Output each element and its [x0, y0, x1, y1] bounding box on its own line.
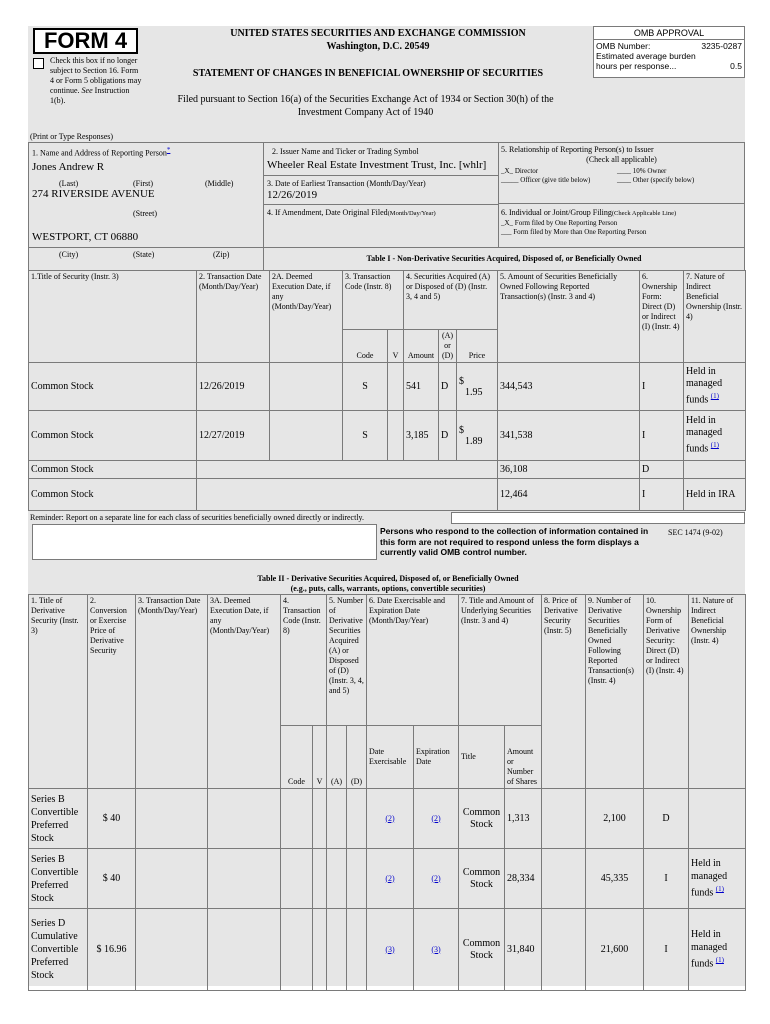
t2-sub-a: (A): [327, 726, 347, 789]
reporting-person-name: Jones Andrew R: [32, 160, 105, 173]
t2-header-underlying: 7. Title and Amount of Underlying Securities (Instr. 3 and 4): [459, 595, 542, 726]
t2-header-form: 10. Ownership Form of Derivative Security: Direct (D) or Indirect (I) (Instr. 4): [644, 595, 689, 789]
t1-r1-price-symbol: $: [459, 424, 464, 436]
box4-label: 4. If Amendment, Date Original Filed: [267, 208, 388, 217]
t1-r1-deemed: [270, 411, 343, 461]
t2-r0-date: [136, 789, 208, 849]
state-label: (State): [133, 250, 155, 259]
form-title: FORM 4: [43, 28, 128, 53]
t1-r0-deemed: [270, 363, 343, 411]
t1-r1-date: 12/27/2019: [197, 411, 270, 461]
t1-r0-code: S: [343, 363, 388, 411]
t2-r1-d: [347, 849, 367, 909]
table-row: [29, 411, 746, 461]
t2-r1-footnote-link[interactable]: (1): [715, 885, 724, 894]
reporting-city-state-zip: WESTPORT, CT 06880: [32, 231, 139, 243]
first-label: (First): [133, 179, 153, 188]
table-row: [29, 909, 746, 991]
t2-r0-deemed: [208, 789, 281, 849]
box1-label: 1. Name and Address of Reporting Person: [32, 148, 167, 158]
statement-title: STATEMENT OF CHANGES IN BENEFICIAL OWNERSHIP OF SECURITIES: [192, 68, 544, 79]
t1-r2-owned: 36,108: [498, 461, 640, 479]
table-row: [29, 363, 746, 411]
reminder-input-box: [451, 512, 745, 524]
t1-r0-price-symbol: $: [459, 375, 464, 387]
t2-r1-derivative-price: [542, 849, 586, 909]
t2-header-date: 3. Transaction Date (Month/Day/Year): [136, 595, 208, 789]
t2-r2-v: [313, 909, 327, 991]
omb-burden-label-1: Estimated average burden: [596, 51, 696, 61]
t1-r1-code: S: [343, 411, 388, 461]
t2-r1-exercisable-link[interactable]: (2): [385, 873, 395, 883]
t1-r1-price: 1.89: [465, 435, 483, 447]
t1-r2-nature: [684, 461, 746, 479]
t1-r0-title: Common Stock: [29, 363, 197, 411]
t1-r1-footnote-link[interactable]: (1): [710, 441, 719, 450]
middle-label: (Middle): [205, 179, 234, 188]
reminder-blank-box: [32, 524, 377, 560]
checkbox-instruction-ref: Instruction 1(b).: [50, 86, 130, 105]
t2-sub-code: Code: [281, 726, 313, 789]
t1-header-code: 3. Transaction Code (Instr. 8): [343, 271, 404, 330]
t1-sub-price: Price: [457, 330, 498, 363]
earliest-date-box: [263, 175, 499, 205]
t2-r0-derivative-price: [542, 789, 586, 849]
street-label: (Street): [133, 209, 157, 218]
omb-burden-label-2: hours per response...: [596, 61, 677, 71]
t1-header-date: 2. Transaction Date (Month/Day/Year): [197, 271, 270, 363]
table-row: [29, 849, 746, 909]
table1: [28, 270, 746, 511]
amendment-box: [263, 204, 499, 248]
t1-r1-amount: 3,185: [404, 411, 439, 461]
earliest-transaction-date: 12/26/2019: [267, 189, 318, 201]
officer-mark[interactable]: _____: [501, 176, 519, 184]
t2-sub-d: (D): [347, 726, 367, 789]
t1-r0-amount: 541: [404, 363, 439, 411]
print-note: (Print or Type Responses): [30, 132, 114, 141]
director-mark[interactable]: _X_: [501, 167, 514, 175]
filed-pursuant-line-1: Filed pursuant to Section 16(a) of the Securities Exchange Act of 1934 or Section 30(h) of the: [177, 94, 554, 105]
checkbox-text: Check this box if no longer subject to Section 16. Form 4 or Form 5 obligations may continue.: [50, 56, 142, 95]
last-label: (Last): [59, 179, 79, 188]
sec-form-code: SEC 1474 (9-02): [668, 528, 723, 537]
t2-r1-v: [313, 849, 327, 909]
t1-r1-aord: D: [439, 411, 457, 461]
reporting-person-box: [28, 142, 264, 248]
t2-header-owned: 9. Number of Derivative Securities Beneficially Owned Following Reported Transaction(s) (Instr. 4): [586, 595, 644, 789]
t2-sub-expiration: Expiration Date: [414, 726, 459, 789]
omb-hours: 0.5: [730, 61, 742, 71]
t1-r1-title: Common Stock: [29, 411, 197, 461]
t2-r2-price: $ 16.96: [88, 909, 136, 991]
table2: [28, 594, 746, 991]
table2-title: Table II - Derivative Securities Acquired, Disposed of, or Beneficially Owned: [257, 574, 519, 583]
t2-header-deemed: 3A. Deemed Execution Date, if any (Month/Day/Year): [208, 595, 281, 789]
t2-r2-code: [281, 909, 313, 991]
city-label: (City): [59, 250, 79, 259]
t2-r2-footnote-link[interactable]: (1): [715, 956, 724, 965]
t2-r1-nature: Held in managed funds: [691, 858, 728, 899]
t1-r0-price: 1.95: [465, 386, 483, 398]
omb-control-notice: Persons who respond to the collection of information contained in this form are not required to respond unless the form displays a currently valid OMB control number.: [380, 526, 649, 557]
t1-r2-title: Common Stock: [29, 461, 197, 479]
t2-header-exercisable: 6. Date Exercisable and Expiration Date (Month/Day/Year): [367, 595, 459, 726]
t2-r1-amount: 28,334: [505, 849, 542, 909]
t2-r0-code: [281, 789, 313, 849]
director-label: Director: [514, 167, 539, 175]
t1-r3-owned: 12,464: [498, 479, 640, 511]
t2-sub-v: V: [313, 726, 327, 789]
t2-r0-nature: [689, 789, 746, 849]
table-row: [29, 789, 746, 849]
t2-r0-owned: 2,100: [586, 789, 644, 849]
t2-r0-v: [313, 789, 327, 849]
t1-sub-v: V: [388, 330, 404, 363]
t1-r3-title: Common Stock: [29, 479, 197, 511]
t2-sub-title: Title: [459, 726, 505, 789]
t1-r1-form: I: [640, 411, 684, 461]
t1-sub-amount: Amount: [404, 330, 439, 363]
box5-sub: (Check all applicable): [586, 155, 657, 164]
t2-r2-deemed: [208, 909, 281, 991]
checkbox-see: See: [81, 86, 93, 95]
officer-label: Officer (give title below): [520, 176, 591, 184]
t2-header-code: 4. Transaction Code (Instr. 8): [281, 595, 327, 726]
t2-r1-price: $ 40: [88, 849, 136, 909]
omb-number-label: OMB Number:: [596, 41, 651, 51]
t2-r1-form: I: [644, 849, 689, 909]
t2-r2-title: Series D Cumulative Convertible Preferred Stock: [29, 909, 88, 991]
agency-city: Washington, D.C. 20549: [326, 41, 430, 52]
t2-r2-amount: 31,840: [505, 909, 542, 991]
t1-r3-blank: [197, 479, 498, 511]
filing-option-more[interactable]: ___ Form filed by More than One Reporting Person: [501, 228, 647, 236]
t2-r2-derivative-price: [542, 909, 586, 991]
t1-r3-form: I: [640, 479, 684, 511]
t2-r0-price: $ 40: [88, 789, 136, 849]
table-row: [29, 479, 746, 511]
t2-r1-underlying: Common Stock: [459, 849, 505, 909]
no-longer-subject-checkbox[interactable]: [33, 58, 44, 69]
t2-r0-expiration-link[interactable]: (2): [431, 813, 441, 823]
t1-header-title: 1.Title of Security (Instr. 3): [29, 271, 197, 363]
table1-title: Table I - Non-Derivative Securities Acquired, Disposed of, or Beneficially Owned: [366, 254, 642, 263]
agency-name: UNITED STATES SECURITIES AND EXCHANGE COMMISSION: [230, 28, 526, 39]
t1-r0-date: 12/26/2019: [197, 363, 270, 411]
form-page: [28, 26, 745, 986]
box6-label: 6. Individual or Joint/Group Filing: [501, 208, 612, 217]
box3-label: 3. Date of Earliest Transaction (Month/Day/Year): [267, 179, 426, 188]
t2-r0-amount: 1,313: [505, 789, 542, 849]
omb-number: 3235-0287: [701, 41, 742, 51]
city-state-zip-label-row: [28, 247, 264, 271]
t2-r2-underlying: Common Stock: [459, 909, 505, 991]
t1-r2-blank: [197, 461, 498, 479]
filing-option-one[interactable]: _X_ Form filed by One Reporting Person: [501, 219, 618, 227]
relationship-box: [498, 142, 745, 204]
box2-label: 2. Issuer Name and Ticker or Trading Symbol: [272, 147, 419, 156]
t1-sub-aord: (A) or (D): [439, 330, 457, 363]
checkbox-instructions: [50, 56, 142, 106]
issuer-name: Wheeler Real Estate Investment Trust, Inc. [whlr]: [267, 159, 487, 171]
t2-sub-exercisable: Date Exercisable: [367, 726, 414, 789]
t2-r1-date: [136, 849, 208, 909]
t1-r2-form: D: [640, 461, 684, 479]
t2-r0-title: Series B Convertible Preferred Stock: [29, 789, 88, 849]
t1-r3-nature: Held in IRA: [684, 479, 746, 511]
reminder-text: Reminder: Report on a separate line for each class of securities beneficially owned directly or indirectly.: [30, 513, 365, 522]
t1-header-nature: 7. Nature of Indirect Beneficial Ownership (Instr. 4): [684, 271, 746, 363]
t2-r1-a: [327, 849, 347, 909]
t2-r0-form: D: [644, 789, 689, 849]
filed-pursuant-line-2: Investment Company Act of 1940: [297, 107, 434, 118]
omb-approval-box: [593, 26, 745, 78]
t2-r1-deemed: [208, 849, 281, 909]
t1-r1-v: [388, 411, 404, 461]
issuer-box: [263, 142, 499, 176]
t1-r0-form: I: [640, 363, 684, 411]
t2-header-number: 5. Number of Derivative Securities Acquired (A) or Disposed of (D) (Instr. 3, 4, and 5): [327, 595, 367, 726]
t2-r2-date: [136, 909, 208, 991]
t1-r1-nature: Held in managed funds: [686, 415, 723, 455]
t2-r2-a: [327, 909, 347, 991]
form-title-box: [33, 28, 138, 54]
other-mark[interactable]: ____: [617, 176, 631, 184]
t1-header-deemed: 2A. Deemed Execution Date, if any (Month/Day/Year): [270, 271, 343, 363]
t1-header-form: 6. Ownership Form: Direct (D) or Indirect (I) (Instr. 4): [640, 271, 684, 363]
box1-footnote-mark[interactable]: *: [166, 146, 171, 154]
reporting-street: 274 RIVERSIDE AVENUE: [32, 188, 155, 200]
t2-r2-form: I: [644, 909, 689, 991]
t2-header-price: 8. Price of Derivative Security (Instr. 5): [542, 595, 586, 789]
t2-r1-code: [281, 849, 313, 909]
t1-r0-footnote-link[interactable]: (1): [710, 392, 719, 401]
table1-title-box: [263, 247, 745, 271]
other-label: Other (specify below): [632, 176, 695, 184]
t1-r0-aord: D: [439, 363, 457, 411]
omb-approval-title: OMB APPROVAL: [594, 27, 744, 40]
zip-label: (Zip): [213, 250, 230, 259]
t2-r2-nature: Held in managed funds: [691, 929, 728, 970]
t2-header-title: 1. Title of Derivative Security (Instr. 3): [29, 595, 88, 789]
filing-type-box: [498, 203, 745, 248]
owner-mark[interactable]: ____: [617, 167, 631, 175]
t1-r0-nature: Held in managed funds: [686, 366, 723, 406]
t2-r0-a: [327, 789, 347, 849]
t2-r2-expiration-link[interactable]: (3): [431, 944, 441, 954]
t1-r1-owned: 341,538: [498, 411, 640, 461]
box5-label: 5. Relationship of Reporting Person(s) to Issuer: [501, 145, 654, 154]
box6-suffix: (Check Applicable Line): [611, 210, 677, 217]
t1-header-owned: 5. Amount of Securities Beneficially Owned Following Reported Transaction(s) (Instr. 3 and 4): [498, 271, 640, 363]
t2-header-nature: 11. Nature of Indirect Beneficial Ownership (Instr. 4): [689, 595, 746, 789]
t2-r2-d: [347, 909, 367, 991]
t2-r0-d: [347, 789, 367, 849]
t2-r2-exercisable-link[interactable]: (3): [385, 944, 395, 954]
t1-r0-owned: 344,543: [498, 363, 640, 411]
t2-r1-title: Series B Convertible Preferred Stock: [29, 849, 88, 909]
t1-r0-v: [388, 363, 404, 411]
table-row: [29, 461, 746, 479]
table2-subtitle: (e.g., puts, calls, warrants, options, convertible securities): [290, 584, 486, 593]
t1-sub-code: Code: [343, 330, 388, 363]
t2-r1-expiration-link[interactable]: (2): [431, 873, 441, 883]
t2-r1-owned: 45,335: [586, 849, 644, 909]
t2-header-conversion: 2. Conversion or Exercise Price of Derivative Security: [88, 595, 136, 789]
t2-r0-exercisable-link[interactable]: (2): [385, 813, 395, 823]
box4-suffix: (Month/Day/Year): [387, 210, 436, 217]
t2-r0-underlying: Common Stock: [459, 789, 505, 849]
t2-r2-owned: 21,600: [586, 909, 644, 991]
t2-sub-amount: Amount or Number of Shares: [505, 726, 542, 789]
owner-label: 10% Owner: [632, 167, 667, 175]
t1-header-securities: 4. Securities Acquired (A) or Disposed of (D) (Instr. 3, 4 and 5): [404, 271, 498, 330]
